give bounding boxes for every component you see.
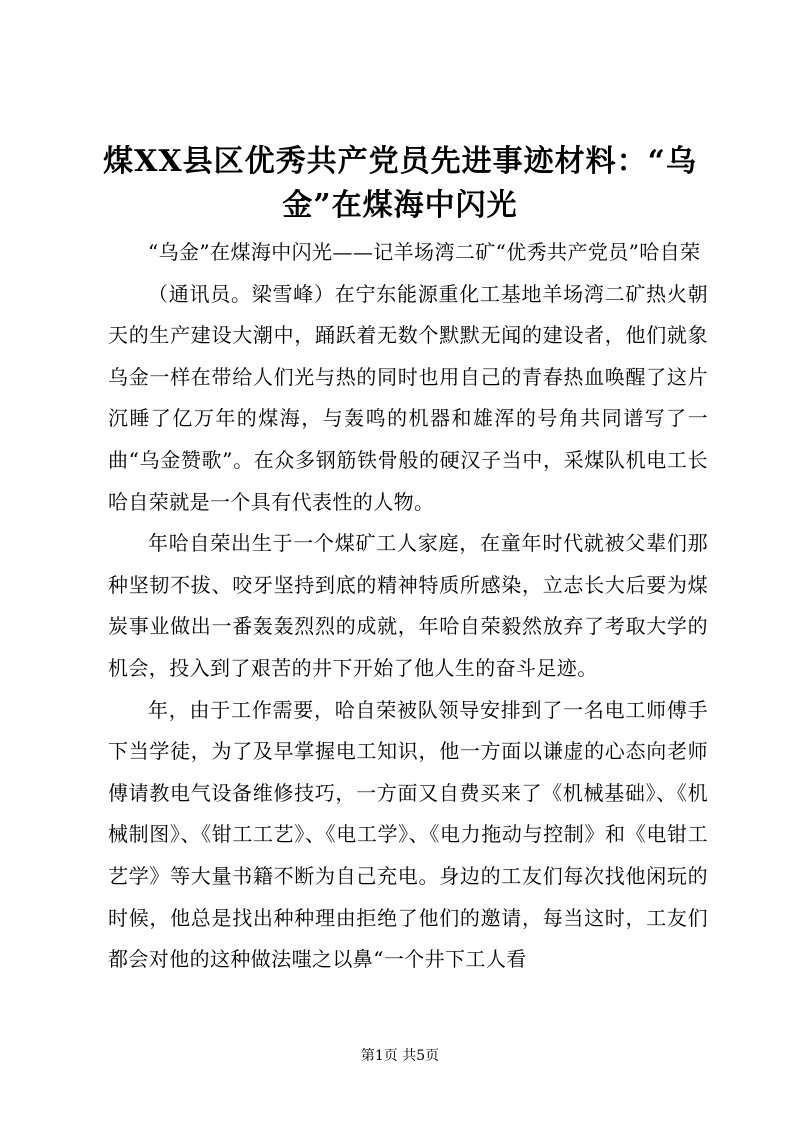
paragraph-1: （通讯员。梁雪峰）在宁东能源重化工基地羊场湾二矿热火朝天的生产建设大潮中，踊跃着无数个默默无闻的建设者，他们就象乌金一样在带给人们光与热的同时也用自己的青春热血唤醒了这片沉睡了亿万年的煤海，与轰鸣的机器和雄浑的号角共同谱写了一曲“乌金赞歌”。在众多钢筋铁骨般的硬汉子当中，采煤队机电工长哈自荣就是一个具有代表性的人物。 (108, 281, 708, 514)
paragraph-3: 年，由于工作需要，哈自荣被队领导安排到了一名电工师傅手下当学徒，为了及早掌握电工知识，他一方面以谦虚的心态向老师傅请教电气设备维修技巧，一方面又自费买来了《机械基础》、《机械制图》、《钳工工艺》、《电工学》、《电力拖动与控制》和《电钳工艺学》等大量书籍不断为自己充电。身边的工友们每次找他闲玩的时候，他总是找出种种理由拒绝了他们的邀请，每当这时，工友们都会对他的这种做法嗤之以鼻“一个井下工人看 (108, 697, 708, 972)
document-title: 煤XX县区优秀共产党员先进事迹材料：“乌金”在煤海中闪光 (103, 144, 697, 223)
paragraph-2: 年哈自荣出生于一个煤矿工人家庭，在童年时代就被父辈们那种坚韧不拔、咬牙坚持到底的精神特质所感染，立志长大后要为煤炭事业做出一番轰轰烈烈的成就，年哈自荣毅然放弃了考取大学的机会，投入到了艰苦的井下开始了他人生的奋斗足迹。 (108, 531, 708, 680)
paragraph-subtitle: “乌金”在煤海中闪光——记羊场湾二矿“优秀共产党员”哈自荣 (148, 240, 701, 264)
document-body (108, 232, 708, 981)
page-footer: 第1页 共5页 (360, 1048, 440, 1064)
